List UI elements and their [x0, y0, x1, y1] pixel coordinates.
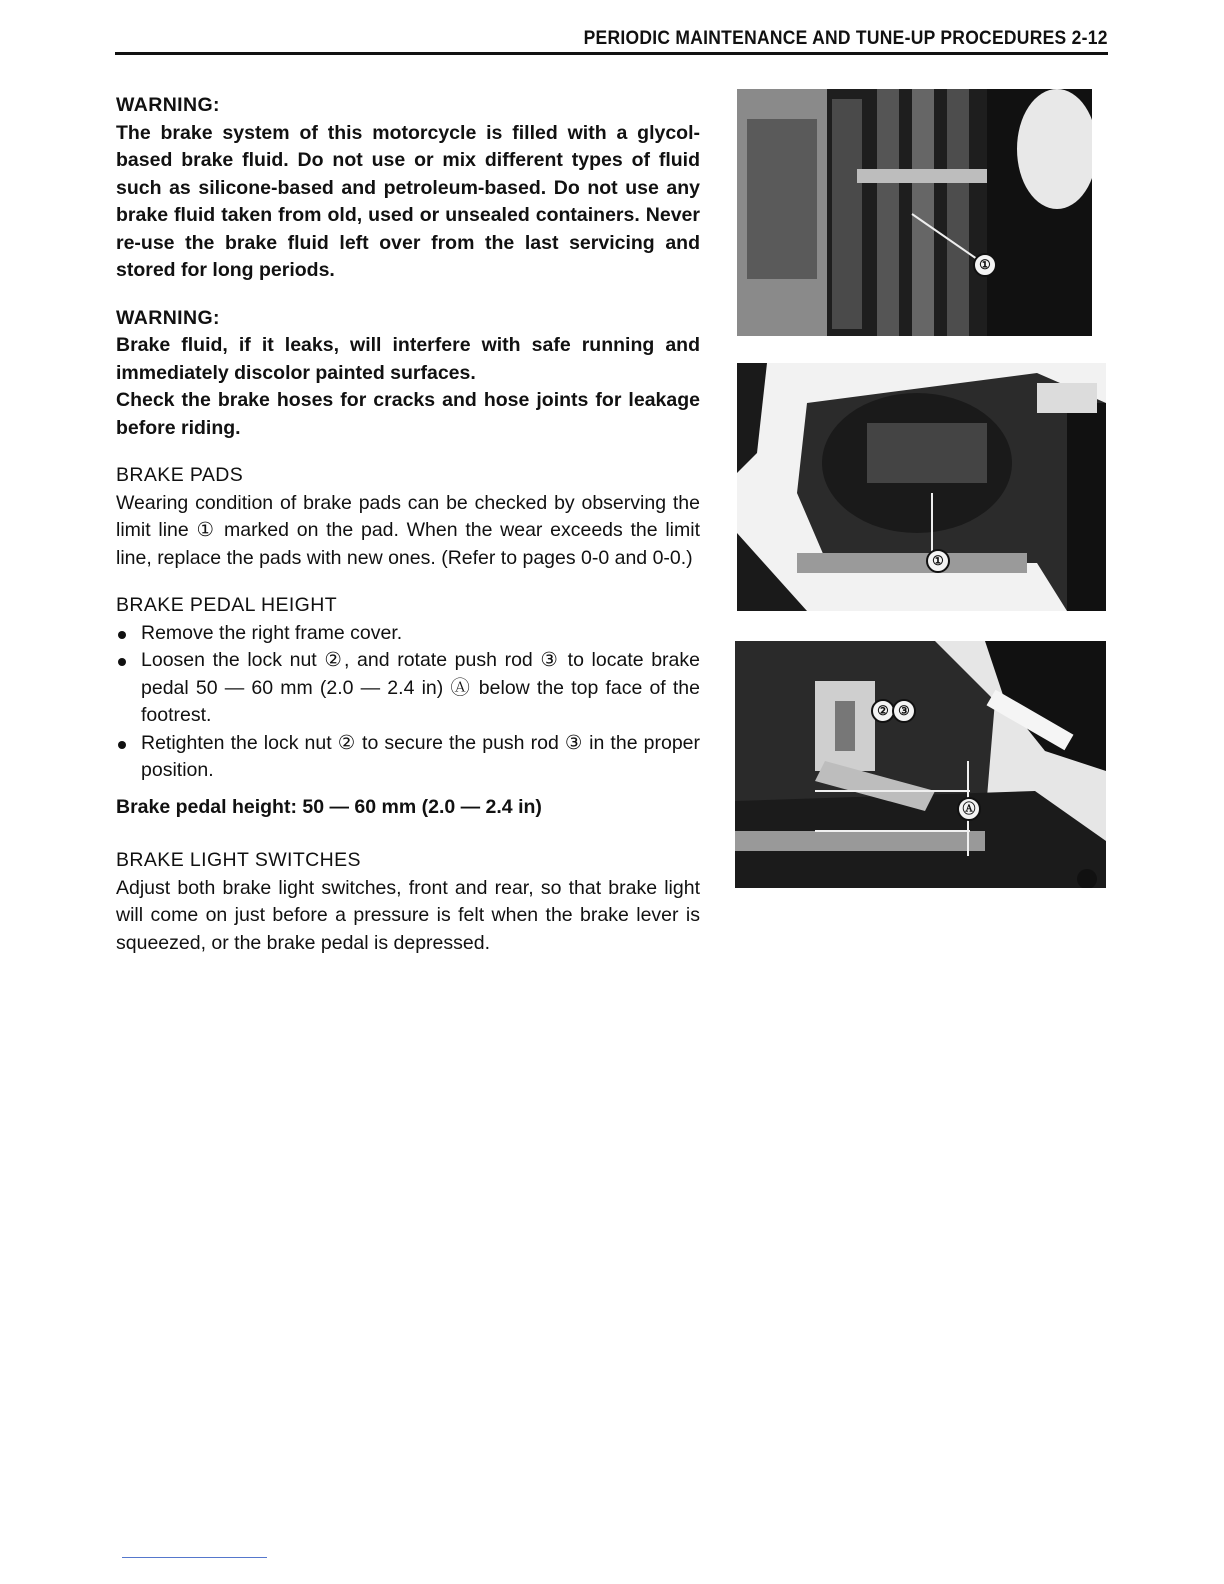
instruction-list — [116, 620, 700, 785]
callout-2: ② — [871, 699, 895, 723]
footer-rule — [122, 1557, 267, 1558]
callout-3: ③ — [892, 699, 916, 723]
section-brake-light-switches — [116, 847, 700, 957]
spec-brake-pedal-height: Brake pedal height: 50 — 60 mm (2.0 — 2.4 in) — [116, 795, 542, 818]
warning-heading: WARNING: — [116, 306, 220, 329]
photo-brake-pad-limit-line — [737, 89, 1092, 336]
photo-illustration — [737, 363, 1106, 611]
photo-brake-caliper — [737, 363, 1106, 611]
warning-fluid-leak — [116, 305, 700, 443]
callout-1: ① — [926, 549, 950, 573]
section-heading: BRAKE PEDAL HEIGHT — [116, 594, 338, 616]
list-item: Loosen the lock nut ②, and rotate push rod ③ to locate brake pedal 50 — 60 mm (2.0 — 2.4 in) Ⓐ below the top face of the footrest. — [116, 647, 700, 730]
callout-1: ① — [973, 253, 997, 277]
header-title: PERIODIC MAINTENANCE AND TUNE-UP PROCEDURES 2-12 — [583, 28, 1108, 49]
photo-brake-pedal-height — [735, 641, 1106, 888]
section-heading: BRAKE PADS — [116, 464, 244, 486]
warning-text-leak: Brake fluid, if it leaks, will interfere with safe running and immediately discolor painted surfaces. — [116, 334, 700, 384]
main-text-column — [116, 92, 700, 957]
section-brake-pads — [116, 462, 700, 572]
section-text: Adjust both brake light switches, front and rear, so that brake light will come on just before a pressure is felt when the brake lever is squeezed, or the brake pedal is depressed. — [116, 876, 700, 954]
photo-illustration — [737, 89, 1092, 336]
warning-heading: WARNING: — [116, 94, 220, 116]
section-brake-pedal-height — [116, 592, 700, 821]
list-item: Remove the right frame cover. — [116, 620, 700, 648]
photo-illustration — [735, 641, 1106, 888]
warning-glycol-fluid — [116, 92, 700, 285]
warning-text-check: Check the brake hoses for cracks and hose joints for leakage before riding. — [116, 389, 700, 439]
list-item: Retighten the lock nut ② to secure the push rod ③ in the proper position. — [116, 730, 700, 785]
warning-text: The brake system of this motorcycle is filled with a glycol-based brake fluid. Do not use or mix different types of fluid such as silicone-based and petroleum-based. Do not use any brake fluid taken from old, used or unsealed containers. Never re-use the brake fluid left over from the last servicing and stored for long periods. — [116, 121, 700, 281]
page-header — [115, 24, 1108, 55]
callout-a: Ⓐ — [957, 797, 981, 821]
section-text: Wearing condition of brake pads can be checked by observing the limit line ① marked on the pad. When the wear exceeds the limit line, replace the pads with new ones. (Refer to pages 0-0 and 0-0.) — [116, 491, 700, 569]
section-heading: BRAKE LIGHT SWITCHES — [116, 849, 361, 871]
